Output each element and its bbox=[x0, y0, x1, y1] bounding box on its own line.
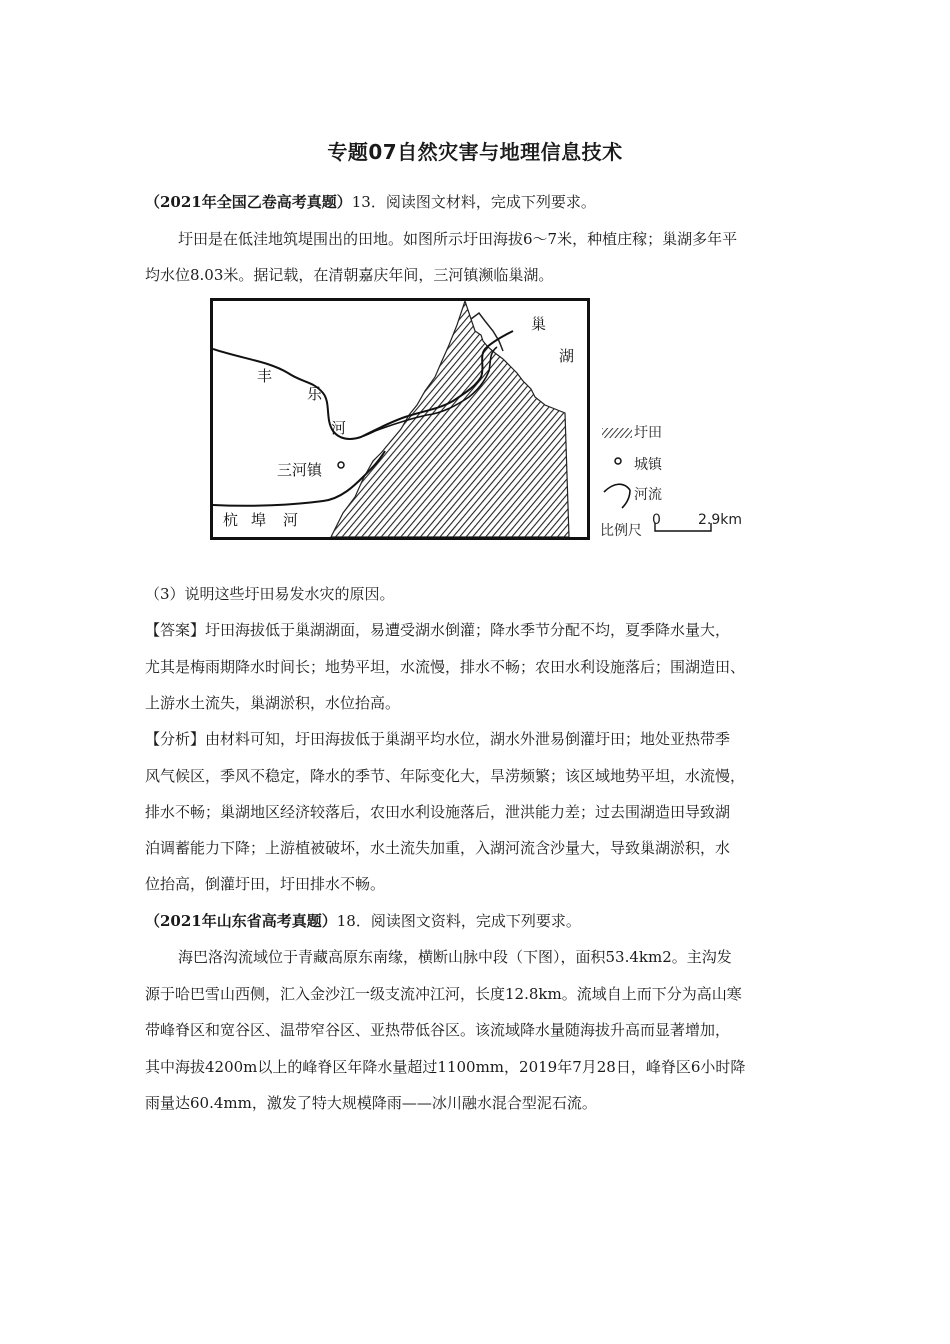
question-intro: 13．阅读图文材料，完成下列要求。 bbox=[351, 193, 596, 211]
material-text: 均水位8.03米。据记载，在清朝嘉庆年间，三河镇濒临巢湖。 bbox=[145, 266, 554, 284]
material-text: 源于哈巴雪山西侧，汇入金沙江一级支流冲江河，长度12.8km。流域自上而下分为高山寒 bbox=[145, 985, 742, 1003]
scale-bar bbox=[654, 522, 714, 534]
polder-map bbox=[213, 301, 587, 537]
legend-polder-label: 圩田 bbox=[634, 425, 662, 441]
analysis-text: 【分析】由材料可知，圩田海拔低于巢湖平均水位，湖水外泄易倒灌圩田；地处亚热带季 bbox=[145, 730, 731, 748]
map-label-hangbu: 河 bbox=[283, 511, 299, 529]
material-text: 圩田是在低洼地筑堤围出的田地。如图所示圩田海拔6～7米，种植庄稼；巢湖多年平 bbox=[178, 230, 738, 248]
material-text: 带峰脊区和宽谷区、温带窄谷区、亚热带低谷区。该流域降水量随海拔升高而显著增加， bbox=[145, 1021, 731, 1039]
polder-area bbox=[331, 301, 569, 537]
scale-value: 2.9km bbox=[698, 512, 743, 528]
sub-question-3: （3）说明这些圩田易发水灾的原因。 bbox=[145, 585, 395, 603]
material-text: 其中海拔4200m以上的峰脊区年降水量超过1100mm，2019年7月28日，峰脊区6小时降 bbox=[145, 1058, 746, 1076]
answer-text: 上游水土流失，巢湖淤积，水位抬高。 bbox=[145, 694, 401, 712]
map-label-chaohu: 湖 bbox=[559, 347, 575, 365]
analysis-text: 排水不畅；巢湖地区经济较落后，农田水利设施落后，泄洪能力差；过去围湖造田导致湖 bbox=[145, 803, 731, 821]
map-label-chaohu: 巢 bbox=[531, 315, 547, 333]
legend-town-label: 城镇 bbox=[634, 457, 662, 473]
map-label-hangbu: 埠 bbox=[251, 511, 267, 529]
answer-text: 【答案】圩田海拔低于巢湖湖面，易遭受湖水倒灌；降水季节分配不均，夏季降水量大， bbox=[145, 621, 731, 639]
legend-polder-swatch bbox=[602, 428, 632, 438]
legend-river-label: 河流 bbox=[634, 487, 662, 503]
analysis-text: 位抬高，倒灌圩田，圩田排水不畅。 bbox=[145, 875, 386, 893]
question-13-header bbox=[145, 192, 815, 212]
map-label-sanhe-town: 三河镇 bbox=[277, 461, 323, 479]
question-source: （2021年山东省高考真题） bbox=[145, 912, 337, 930]
analysis-text: 泊调蓄能力下降；上游植被破坏，水土流失加重，入湖河流含沙量大，导致巢湖淤积，水 bbox=[145, 839, 731, 857]
polder-map-figure bbox=[210, 298, 590, 540]
legend-river-symbol bbox=[604, 484, 630, 508]
answer-text: 尤其是梅雨期降水时间长；地势平坦，水流慢，排水不畅；农田水利设施落后；围湖造田、 bbox=[145, 658, 746, 676]
question-intro: 18．阅读图文资料，完成下列要求。 bbox=[336, 912, 581, 930]
scale-zero: 0 bbox=[652, 512, 661, 528]
question-18-header bbox=[145, 911, 815, 931]
legend-town-symbol bbox=[615, 458, 621, 464]
map-label-fengle: 丰 bbox=[257, 367, 273, 385]
material-text: 雨量达60.4mm，激发了特大规模降雨——冰川融水混合型泥石流。 bbox=[145, 1094, 597, 1112]
map-label-fengle: 乐 bbox=[307, 385, 323, 403]
question-source: （2021年全国乙卷高考真题） bbox=[145, 193, 352, 211]
legend-scale-label: 比例尺 bbox=[600, 523, 642, 539]
page-title: 专题07自然灾害与地理信息技术 bbox=[327, 140, 623, 164]
map-label-hangbu: 杭 bbox=[223, 511, 239, 529]
material-text: 海巴洛沟流域位于青藏高原东南缘，横断山脉中段（下图），面积53.4km2。主沟发 bbox=[178, 948, 732, 966]
sanhe-town-marker bbox=[338, 462, 344, 468]
map-label-fengle: 河 bbox=[331, 419, 347, 437]
analysis-text: 风气候区，季风不稳定，降水的季节、年际变化大，旱涝频繁；该区域地势平坦，水流慢， bbox=[145, 767, 746, 785]
